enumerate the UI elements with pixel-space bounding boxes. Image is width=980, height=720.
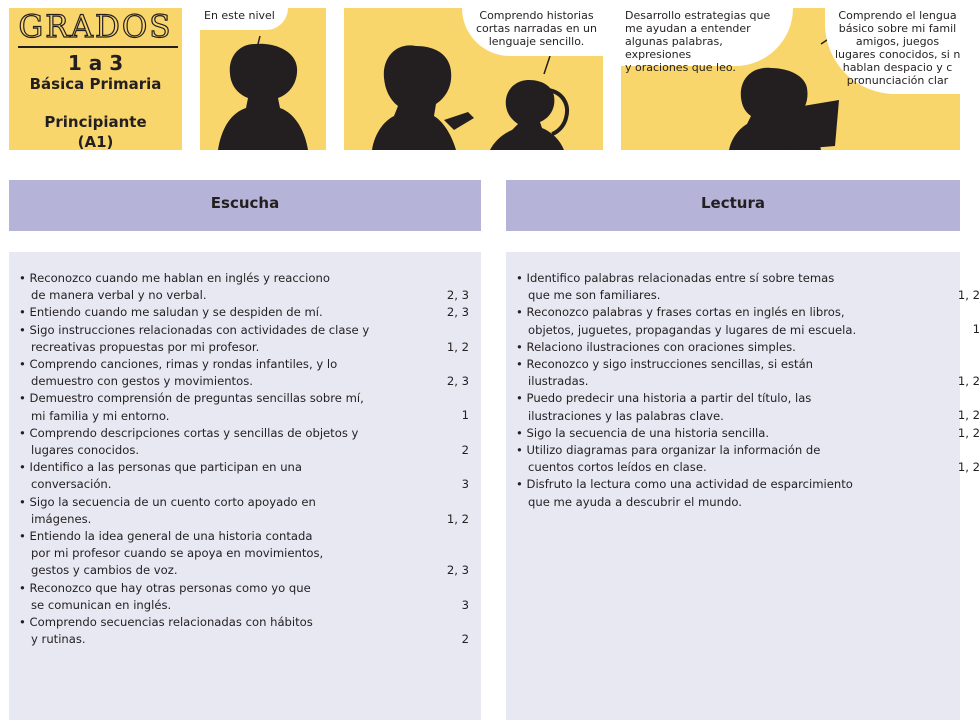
escucha-heading: Escucha bbox=[9, 180, 481, 231]
list-item: • Sigo instrucciones relacionadas con actividades de clase y recreativas propuestas por mi profesor. 1, 2 bbox=[19, 322, 469, 356]
item-code: 2, 3 bbox=[446, 563, 469, 578]
speech-bubble-1: En este nivel bbox=[200, 8, 288, 30]
list-item: • Identifico palabras relacionadas entre sí sobre temas que me son familiares. 1, 2 bbox=[516, 270, 968, 304]
item-code: 1, 2 bbox=[446, 339, 469, 354]
item-code: 2 bbox=[461, 632, 469, 647]
list-item: • Comprendo canciones, rimas y rondas infantiles, y lo demuestro con gestos y movimientos. 2, 3 bbox=[19, 356, 469, 390]
list-item: • Entiendo cuando me saludan y se despiden de mí. 2, 3 bbox=[19, 304, 469, 321]
list-item: • Comprendo secuencias relacionadas con hábitos y rutinas. 2 bbox=[19, 614, 469, 648]
list-item: • Disfruto la lectura como una actividad de esparcimiento que me ayuda a descubrir el mundo. bbox=[516, 476, 968, 510]
grade-range: 1 a 3 bbox=[67, 51, 124, 75]
item-code: 1, 2 bbox=[957, 425, 980, 440]
item-code: 2, 3 bbox=[446, 374, 469, 389]
escucha-column bbox=[9, 252, 481, 720]
item-code: 1, 2 bbox=[957, 374, 980, 389]
item-code: 1, 2 bbox=[957, 288, 980, 302]
lectura-heading: Lectura bbox=[506, 180, 960, 231]
speech-bubble-2: Comprendo historias cortas narradas en un lenguaje sencillo. bbox=[462, 8, 603, 56]
escucha-list bbox=[19, 270, 469, 648]
item-code: 2, 3 bbox=[446, 288, 469, 302]
stage-code: (A1) bbox=[77, 133, 114, 151]
speech-bubble-3: Desarrollo estrategias que me ayudan a entender algunas palabras, expresiones y oraciones que leo. bbox=[621, 8, 793, 66]
item-code: 2 bbox=[461, 442, 469, 457]
list-item: • Comprendo descripciones cortas y sencillas de objetos y lugares conocidos. 2 bbox=[19, 425, 469, 459]
item-code: 3 bbox=[461, 477, 469, 492]
list-item: • Sigo la secuencia de una historia sencilla. 1, 2 bbox=[516, 425, 968, 442]
list-item: • Reconozco y sigo instrucciones sencillas, si están ilustradas. 1, 2 bbox=[516, 356, 968, 390]
grade-title-panel bbox=[9, 8, 182, 150]
school-level: Básica Primaria bbox=[29, 75, 162, 93]
grados-underline bbox=[18, 46, 178, 48]
speech-bubble-4: Comprendo el lengua básico sobre mi famil amigos, juegos lugares conocidos, si n hablan despacio y c pronunciación clar bbox=[825, 8, 960, 94]
item-code: 1 bbox=[461, 408, 469, 423]
list-item: • Identifico a las personas que participan en una conversación. 3 bbox=[19, 459, 469, 493]
list-item: • Reconozco cuando me hablan en inglés y reacciono de manera verbal y no verbal. 2, 3 bbox=[19, 270, 469, 304]
list-item: • Sigo la secuencia de un cuento corto apoyado en imágenes. 1, 2 bbox=[19, 494, 469, 528]
list-item: • Entiendo la idea general de una historia contada por mi profesor cuando se apoya en movimientos, gestos y cambios de voz. 2, 3 bbox=[19, 528, 469, 580]
list-item: • Reconozco palabras y frases cortas en inglés en libros, objetos, juguetes, propagandas y lugares de mi escuela. 1 bbox=[516, 304, 968, 338]
lectura-column bbox=[506, 252, 980, 720]
item-code: 1, 2 bbox=[446, 511, 469, 526]
illustration-panel-1 bbox=[200, 8, 326, 150]
item-code: 3 bbox=[461, 597, 469, 612]
list-item: • Demuestro comprensión de preguntas sencillas sobre mí, mi familia y mi entorno. 1 bbox=[19, 390, 469, 424]
item-code: 1, 2 bbox=[957, 460, 980, 475]
item-code: 1, 2 bbox=[957, 408, 980, 423]
list-item: • Relaciono ilustraciones con oraciones simples. bbox=[516, 339, 968, 356]
item-code: 1 bbox=[972, 322, 980, 337]
lectura-list bbox=[516, 270, 980, 511]
illustration-panel-3 bbox=[621, 8, 960, 150]
item-code: 2, 3 bbox=[446, 305, 469, 320]
stage-label: Principiante bbox=[44, 113, 147, 131]
list-item: • Reconozco que hay otras personas como yo que se comunican en inglés. 3 bbox=[19, 580, 469, 614]
grados-heading: GRADOS bbox=[18, 9, 173, 45]
illustration-panel-2 bbox=[344, 8, 603, 150]
list-item: • Utilizo diagramas para organizar la información de cuentos cortos leídos en clase. 1, 2 bbox=[516, 442, 968, 476]
list-item: • Puedo predecir una historia a partir del título, las ilustraciones y las palabras clave. 1, 2 bbox=[516, 390, 968, 424]
